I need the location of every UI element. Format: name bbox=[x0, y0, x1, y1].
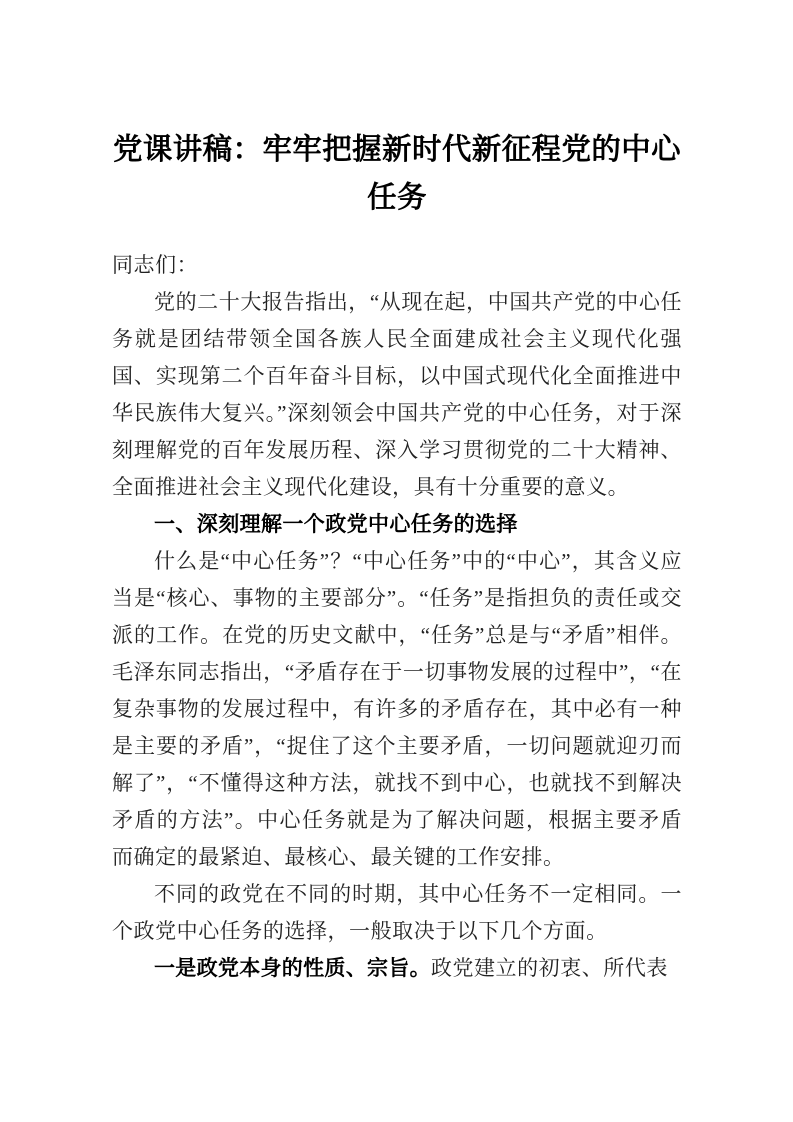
section-heading-1: 一、深刻理解一个政党中心任务的选择 bbox=[154, 513, 518, 536]
salutation: 同志们： bbox=[112, 253, 199, 277]
page-title bbox=[112, 0, 682, 222]
paragraph-4-rest: 政党建立的初衷、所代表 bbox=[430, 956, 668, 980]
paragraph-1: 党的二十大报告指出，“从现在起，中国共产党的中心任务就是团结带领全国各族人民全面建成社会主义现代化强国、实现第二个百年奋斗目标，以中国式现代化全面推进中华民族伟大复兴。”深刻领会中国共产党的中心任务，对于深刻理解党的百年发展历程、深入学习贯彻党的二十大精神、全面推进社会主义现代化建设，具有十分重要的意义。 bbox=[112, 290, 682, 499]
paragraph-4-bold-lead: 一是政党本身的性质、宗旨。 bbox=[154, 957, 431, 980]
document-body bbox=[112, 0, 682, 987]
paragraph-2: 什么是“中心任务”？“中心任务”中的“中心”，其含义应当是“核心、事物的主要部分”。“任务”是指担负的责任或交派的工作。在党的历史文献中，“任务”总是与“矛盾”相伴。毛泽东同志指出，“矛盾存在于一切事物发展的过程中”，“在复杂事物的发展过程中，有许多的矛盾存在，其中必有一种是主要的矛盾”，“捉住了这个主要矛盾，一切问题就迎刃而解了”，“不懂得这种方法，就找不到中心，也就找不到解决矛盾的方法”。中心任务就是为了解决问题，根据主要矛盾而确定的最紧迫、最核心、最关键的工作安排。 bbox=[112, 549, 682, 869]
paragraph-3: 不同的政党在不同的时期，其中心任务不一定相同。一个政党中心任务的选择，一般取决于以下几个方面。 bbox=[112, 882, 682, 943]
paragraph-4 bbox=[112, 950, 682, 987]
page-title-text: 党课讲稿：牢牢把握新时代新征程党的中心任务 bbox=[112, 134, 682, 214]
